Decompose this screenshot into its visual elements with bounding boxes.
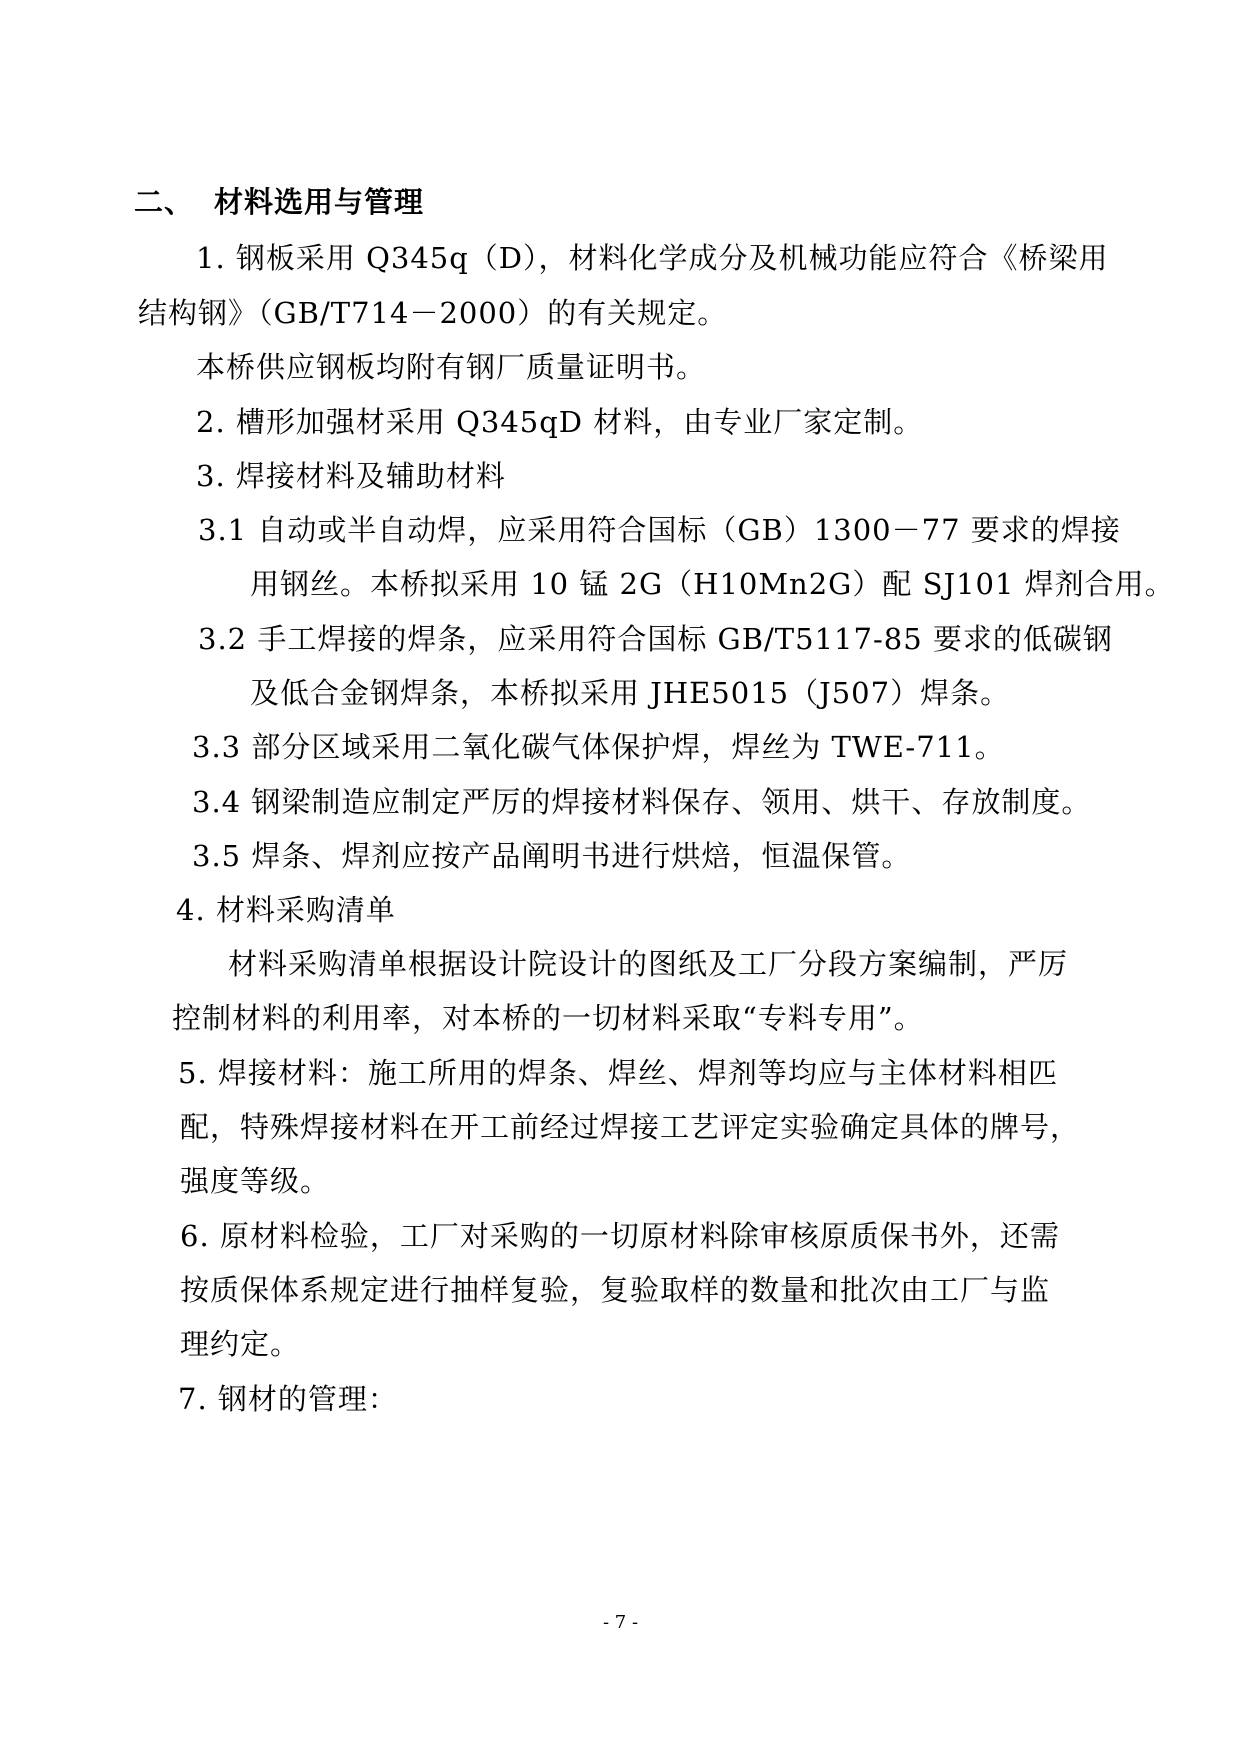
paragraph-line: 结构钢》（GB/T714－2000）的有关规定。 bbox=[138, 296, 728, 330]
page-number: - 7 - bbox=[602, 1612, 639, 1633]
paragraph-line: 7. 钢材的管理： bbox=[178, 1382, 398, 1416]
paragraph-line: 3. 焊接材料及辅助材料 bbox=[196, 459, 506, 493]
paragraph-line: 及低合金钢焊条，本桥拟采用 JHE5015（J507）焊条。 bbox=[250, 676, 1011, 710]
paragraph-line: 3.1 自动或半自动焊，应采用符合国标（GB）1300－77 要求的焊接 bbox=[198, 513, 1121, 547]
paragraph-line: 材料采购清单根据设计院设计的图纸及工厂分段方案编制，严厉 bbox=[228, 947, 1069, 981]
section-heading bbox=[134, 184, 424, 220]
paragraph-line: 4. 材料采购清单 bbox=[176, 893, 396, 927]
paragraph-line: 3.4 钢梁制造应制定严厉的焊接材料保存、领用、烘干、存放制度。 bbox=[192, 785, 1092, 819]
paragraph-line: 本桥供应钢板均附有钢厂质量证明书。 bbox=[196, 350, 707, 384]
paragraph-line: 按质保体系规定进行抽样复验，复验取样的数量和批次由工厂与监 bbox=[180, 1273, 1051, 1307]
paragraph-line: 强度等级。 bbox=[180, 1164, 331, 1198]
section-number: 二、 bbox=[134, 185, 195, 219]
paragraph-line: 3.5 焊条、焊剂应按产品阐明书进行烘焙，恒温保管。 bbox=[192, 839, 912, 873]
paragraph-line: 3.2 手工焊接的焊条，应采用符合国标 GB/T5117-85 要求的低碳钢 bbox=[198, 622, 1113, 656]
section-title: 材料选用与管理 bbox=[214, 185, 425, 219]
paragraph-line: 6. 原材料检验，工厂对采购的一切原材料除审核原质保书外，还需 bbox=[180, 1219, 1060, 1253]
paragraph-line: 5. 焊接材料：施工所用的焊条、焊丝、焊剂等均应与主体材料相匹 bbox=[178, 1056, 1058, 1090]
paragraph-line: 理约定。 bbox=[180, 1327, 301, 1361]
paragraph-line: 2. 槽形加强材采用 Q345qD 材料，由专业厂家定制。 bbox=[196, 405, 924, 439]
paragraph-line: 1. 钢板采用 Q345q（D），材料化学成分及机械功能应符合《桥梁用 bbox=[196, 241, 1109, 275]
paragraph-line: 控制材料的利用率，对本桥的一切材料采取“专料专用”。 bbox=[172, 1001, 924, 1035]
paragraph-line: 3.3 部分区域采用二氧化碳气体保护焊，焊丝为 TWE-711。 bbox=[192, 730, 1005, 764]
paragraph-line: 用钢丝。本桥拟采用 10 锰 2G（H10Mn2G）配 SJ101 焊剂合用。 bbox=[250, 567, 1175, 601]
paragraph-line: 配，特殊焊接材料在开工前经过焊接工艺评定实验确定具体的牌号， bbox=[180, 1110, 1081, 1144]
